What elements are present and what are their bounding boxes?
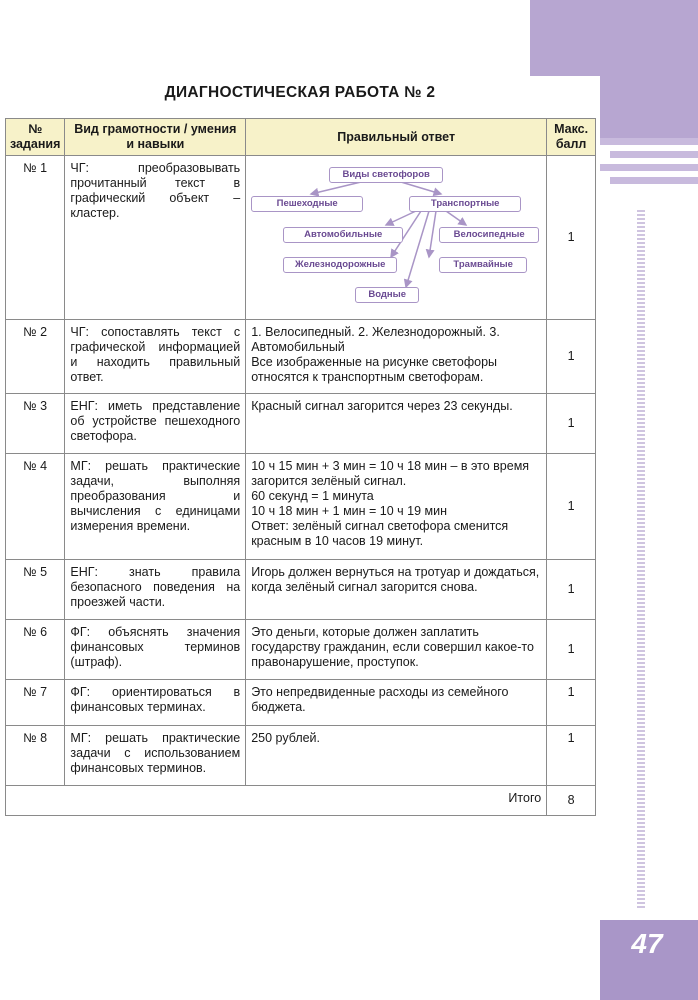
answer-line: 250 рублей. (251, 731, 321, 745)
task-answer (246, 680, 547, 726)
answer-line: Красный сигнал загорится через 23 секунды. (251, 399, 513, 413)
task-skill: ФГ: объяснять значения финансовых терминов (штраф). (65, 620, 246, 680)
answer-line: 60 секунд = 1 минута (251, 489, 374, 503)
node-car: Автомобильные (283, 227, 403, 243)
answer-line: Это непредвиденные расходы из семейного бюджета. (251, 685, 509, 714)
task-max-score: 1 (547, 320, 596, 394)
task-answer (246, 560, 547, 620)
decorative-side-strip (600, 76, 698, 138)
total-value: 8 (547, 786, 596, 816)
header-skill: Вид грамотности / умения и навыки (65, 119, 246, 156)
task-max-score: 1 (547, 454, 596, 560)
total-label: Итого (6, 786, 547, 816)
task-number: № 5 (6, 560, 65, 620)
arrow-transport-water (406, 211, 429, 287)
node-railway: Железнодорожные (283, 257, 397, 273)
answer-table (5, 118, 596, 816)
task-max-score: 1 (547, 560, 596, 620)
task-max-score: 1 (547, 680, 596, 726)
node-root: Виды светофоров (329, 167, 443, 183)
table-row (6, 560, 596, 620)
task-skill: МГ: решать практические задачи, выполняя преобразования и вычисления с единицами измерения времени. (65, 454, 246, 560)
task-max-score: 1 (547, 394, 596, 454)
decorative-corner-block (530, 0, 698, 76)
task-number: № 4 (6, 454, 65, 560)
task-skill: МГ: решать практические задачи с использованием финансовых терминов. (65, 726, 246, 786)
arrow-root-transport (401, 182, 441, 194)
header-max-score: Макс. балл (547, 119, 596, 156)
answer-line: Ответ: зелёный сигнал светофора сменится красным в 10 часов 19 минут. (251, 519, 509, 548)
node-bicycle: Велосипедные (439, 227, 539, 243)
decorative-stripes (600, 138, 698, 190)
task-skill: ЧГ: сопоставлять текст с графической информацией и находить правильный ответ. (65, 320, 246, 394)
answer-line: 10 ч 18 мин + 1 мин = 10 ч 19 мин (251, 504, 448, 518)
answer-line: Все изображенные на рисунке светофоры относятся к транспортным светофорам. (251, 355, 498, 384)
task-number: № 7 (6, 680, 65, 726)
arrow-transport-car (386, 211, 416, 225)
task-skill: ЕНГ: знать правила безопасного поведения на проезжей части. (65, 560, 246, 620)
table-row (6, 320, 596, 394)
arrow-transport-bicycle (446, 211, 466, 225)
task-skill: ФГ: ориентироваться в финансовых терминах. (65, 680, 246, 726)
task-max-score: 1 (547, 726, 596, 786)
task-number: № 1 (6, 156, 65, 320)
task-answer (246, 454, 547, 560)
answer-line: Это деньги, которые должен заплатить государству гражданин, если совершил какое-то правонарушение, проступок. (251, 625, 534, 669)
node-transport: Транспортные (409, 196, 521, 212)
arrow-transport-tram (429, 211, 436, 257)
task-number: № 8 (6, 726, 65, 786)
table-row (6, 156, 596, 320)
task-skill: ЕНГ: иметь представление об устройстве пешеходного светофора. (65, 394, 246, 454)
arrow-root-pedestrian (311, 182, 361, 194)
task-answer (246, 620, 547, 680)
task-answer-diagram (246, 156, 547, 320)
table-row (6, 680, 596, 726)
task-max-score: 1 (547, 156, 596, 320)
page-number: 47 (631, 928, 663, 959)
node-tram: Трамвайные (439, 257, 527, 273)
task-answer (246, 320, 547, 394)
header-answer: Правильный ответ (246, 119, 547, 156)
table-row (6, 620, 596, 680)
table-header-row (6, 119, 596, 156)
table-row (6, 726, 596, 786)
page-title: ДИАГНОСТИЧЕСКАЯ РАБОТА № 2 (164, 84, 436, 101)
table-row (6, 454, 596, 560)
header-task-number: № задания (6, 119, 65, 156)
decorative-dotted-line (637, 210, 645, 910)
task-max-score: 1 (547, 620, 596, 680)
table-total-row (6, 786, 596, 816)
traffic-light-cluster-diagram (251, 161, 541, 311)
node-pedestrian: Пешеходные (251, 196, 363, 212)
answer-line: 10 ч 15 мин + 3 мин = 10 ч 18 мин – в это время загорится зелёный сигнал. (251, 459, 530, 488)
task-number: № 6 (6, 620, 65, 680)
answer-line: Игорь должен вернуться на тротуар и дождаться, когда зелёный сигнал загорится снова. (251, 565, 540, 594)
task-skill: ЧГ: преобразовывать прочитанный текст в графический объект – кластер. (65, 156, 246, 320)
task-answer (246, 394, 547, 454)
task-answer (246, 726, 547, 786)
answer-line: 1. Велосипедный. 2. Железнодорожный. 3. Автомобильный (251, 325, 500, 354)
table-row (6, 394, 596, 454)
task-number: № 2 (6, 320, 65, 394)
task-number: № 3 (6, 394, 65, 454)
node-water: Водные (355, 287, 419, 303)
